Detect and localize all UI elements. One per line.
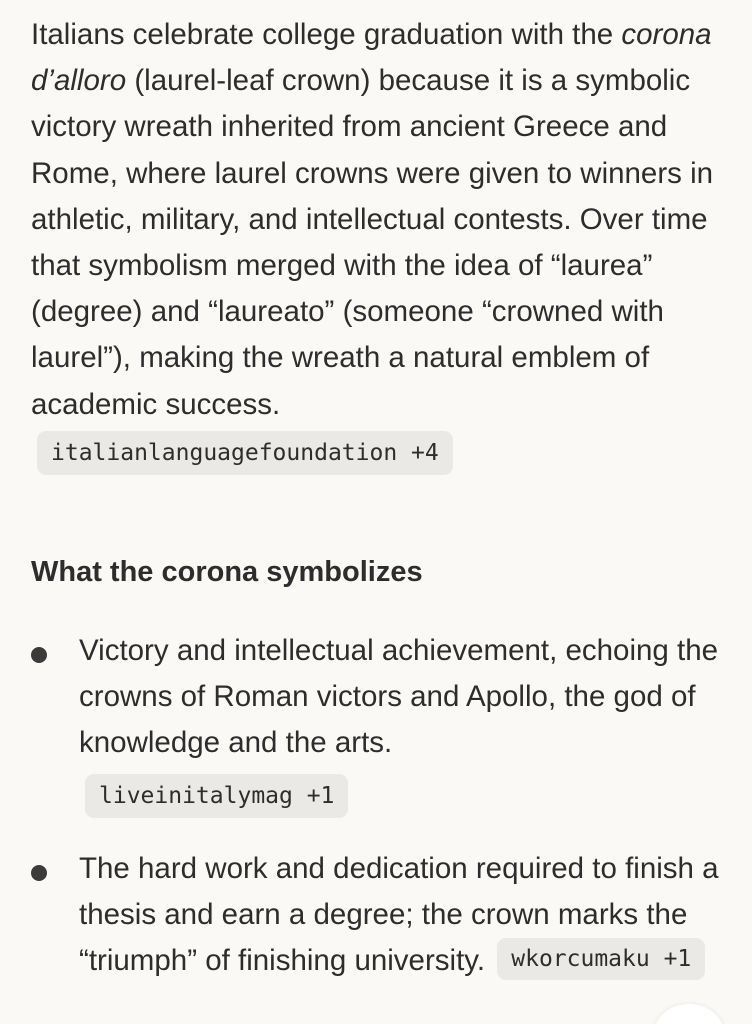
bullet-dot-icon <box>31 647 47 663</box>
response-content <box>31 12 721 475</box>
intro-source-row <box>37 431 721 475</box>
bullet-dot-icon <box>31 865 47 881</box>
list-item <box>31 628 721 818</box>
symbol-list <box>31 628 721 984</box>
italic-term: corona d’alloro <box>31 18 712 98</box>
intro-text-rest: (laurel-leaf crown) because it is a symbolic victory wreath inherited from ancient Greece and Rome, where laurel crowns were given to winners in athletic, military, and intellectual contests. Over time that symbolism merged with the idea of “laurea” (degree) and “laureato” (someone “crowned with laurel”), making the wreath a natural emblem of academic success. <box>31 64 714 421</box>
intro-paragraph <box>31 12 721 428</box>
source-chip-italianlanguagefoundation[interactable]: italianlanguagefoundation +4 <box>37 431 453 475</box>
intro-text-start: Italians celebrate college graduation with the <box>31 18 622 51</box>
scroll-button-edge[interactable] <box>654 1004 724 1024</box>
section-heading: What the corona symbolizes <box>31 556 423 588</box>
bullet-text: The hard work and dedication required to finish a thesis and earn a degree; the crown marks the “triumph” of finishing university. <box>79 851 719 978</box>
list-item <box>31 846 721 985</box>
source-chip-liveinitalymag[interactable]: liveinitalymag +1 <box>85 774 348 818</box>
bullet-source-row <box>85 771 721 818</box>
source-chip-wkorcumaku[interactable]: wkorcumaku +1 <box>497 938 705 980</box>
bullet-text: Victory and intellectual achievement, echoing the crowns of Roman victors and Apollo, the god of knowledge and the arts. <box>79 634 719 760</box>
